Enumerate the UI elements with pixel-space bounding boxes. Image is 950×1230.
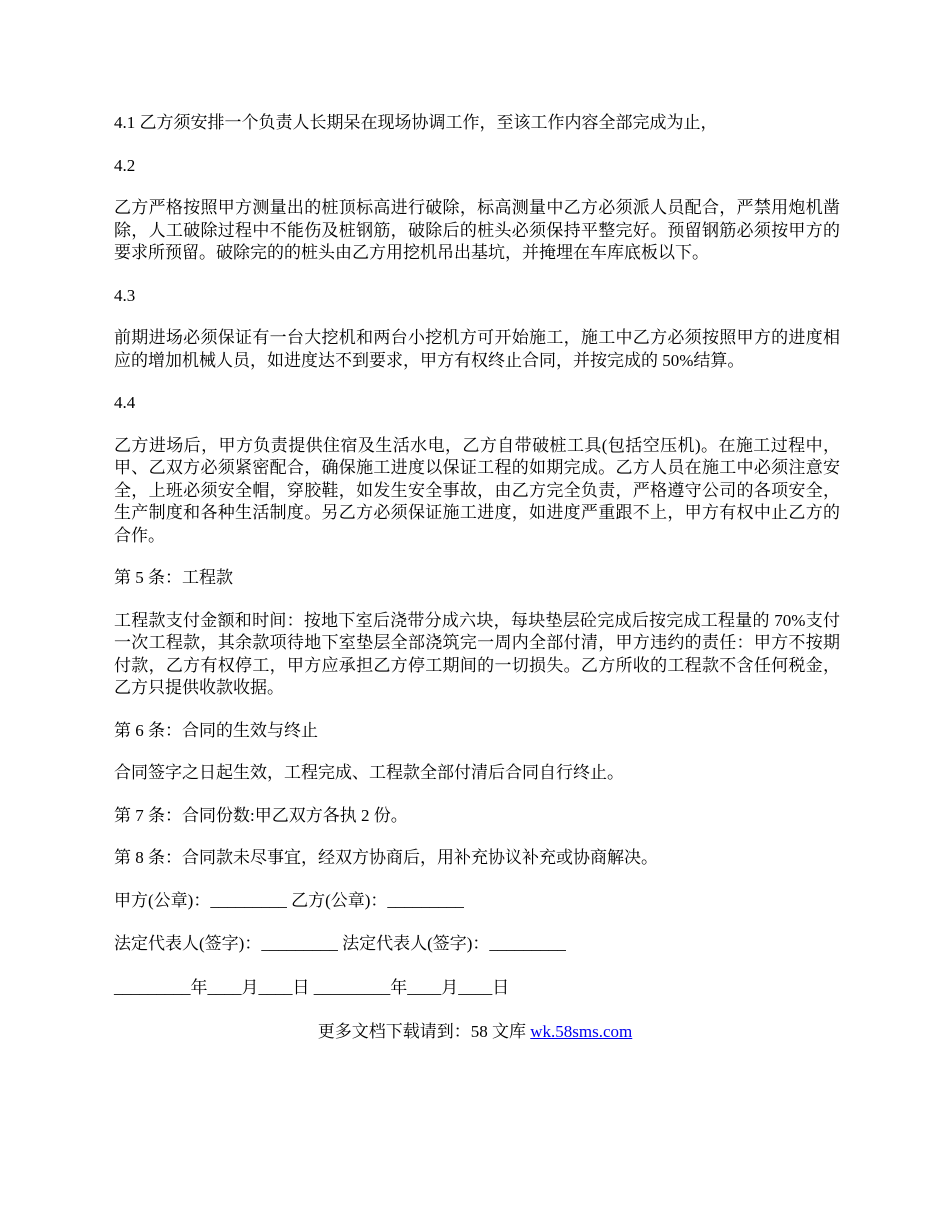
clause-4-3-number: 4.3 [114,285,136,305]
article-5-heading: 第 5 条：工程款 [114,568,233,587]
clause-4-4-number: 4.4 [114,393,136,412]
seal-signature-line: 甲方(公章)：_________ 乙方(公章)：_________ [114,890,464,910]
clause-4-4-text: 乙方进场后，甲方负责提供住宿及生活水电，乙方自带破桩工具(包括空压机)。在施工过程中，甲、乙双方必须紧密配合，确保施工进度以保证工程的如期完成。乙方人员在施工中必须注意安全，上班必须安全帽，穿胶鞋，如发生安全事故，由乙方完全负责，严格遵守公司的各项安全，生产制度和各种生活制度。另乙方必须保证施工进度，如进度严重跟不上，甲方有权中止乙方的合作。 [114,435,840,545]
footer-link[interactable]: wk.58sms.com [530,1022,633,1041]
article-6-heading: 第 6 条：合同的生效与终止 [114,720,318,740]
date-line: _________年____月____日 _________年____月____日 [114,977,510,997]
footer [0,1021,950,1043]
clause-4-2-number: 4.2 [114,155,136,175]
article-5-text: 工程款支付金额和时间：按地下室后浇带分成六块，每块垫层砼完成后按完成工程量的 70%支付一次工程款，其余款项待地下室垫层全部浇筑完一周内全部付清，甲方违约的责任：甲方不按期付款，乙方有权停工，甲方应承担乙方停工期间的一切损失。乙方所收的工程款不含任何税金，乙方只提供收款收据。 [114,610,840,697]
article-6-text: 合同签字之日起生效，工程完成、工程款全部付清后合同自行终止。 [114,763,624,782]
clause-4-1: 4.1 乙方须安排一个负责人长期呆在现场协调工作，至该工作内容全部完成为止， [114,113,718,132]
footer-text: 更多文档下载请到：58 文库 [317,1022,531,1041]
document-body [114,112,840,1020]
article-8: 第 8 条：合同款未尽事宜，经双方协商后，用补充协议补充或协商解决。 [114,848,658,867]
article-7: 第 7 条：合同份数:甲乙双方各执 2 份。 [114,805,408,825]
clause-4-2-text: 乙方严格按照甲方测量出的桩顶标高进行破除，标高测量中乙方必须派人员配合，严禁用炮机凿除，人工破除过程中不能伤及桩钢筋，破除后的桩头必须保持平整完好。预留钢筋必须按甲方的要求所预留。破除完的的桩头由乙方用挖机吊出基坑，并掩埋在车库底板以下。 [114,198,840,262]
clause-4-3-text: 前期进场必须保证有一台大挖机和两台小挖机方可开始施工，施工中乙方必须按照甲方的进度相应的增加机械人员，如进度达不到要求，甲方有权终止合同，并按完成的 50%结算。 [114,328,840,370]
representative-signature-line: 法定代表人(签字)：_________ 法定代表人(签字)：_________ [114,934,566,953]
